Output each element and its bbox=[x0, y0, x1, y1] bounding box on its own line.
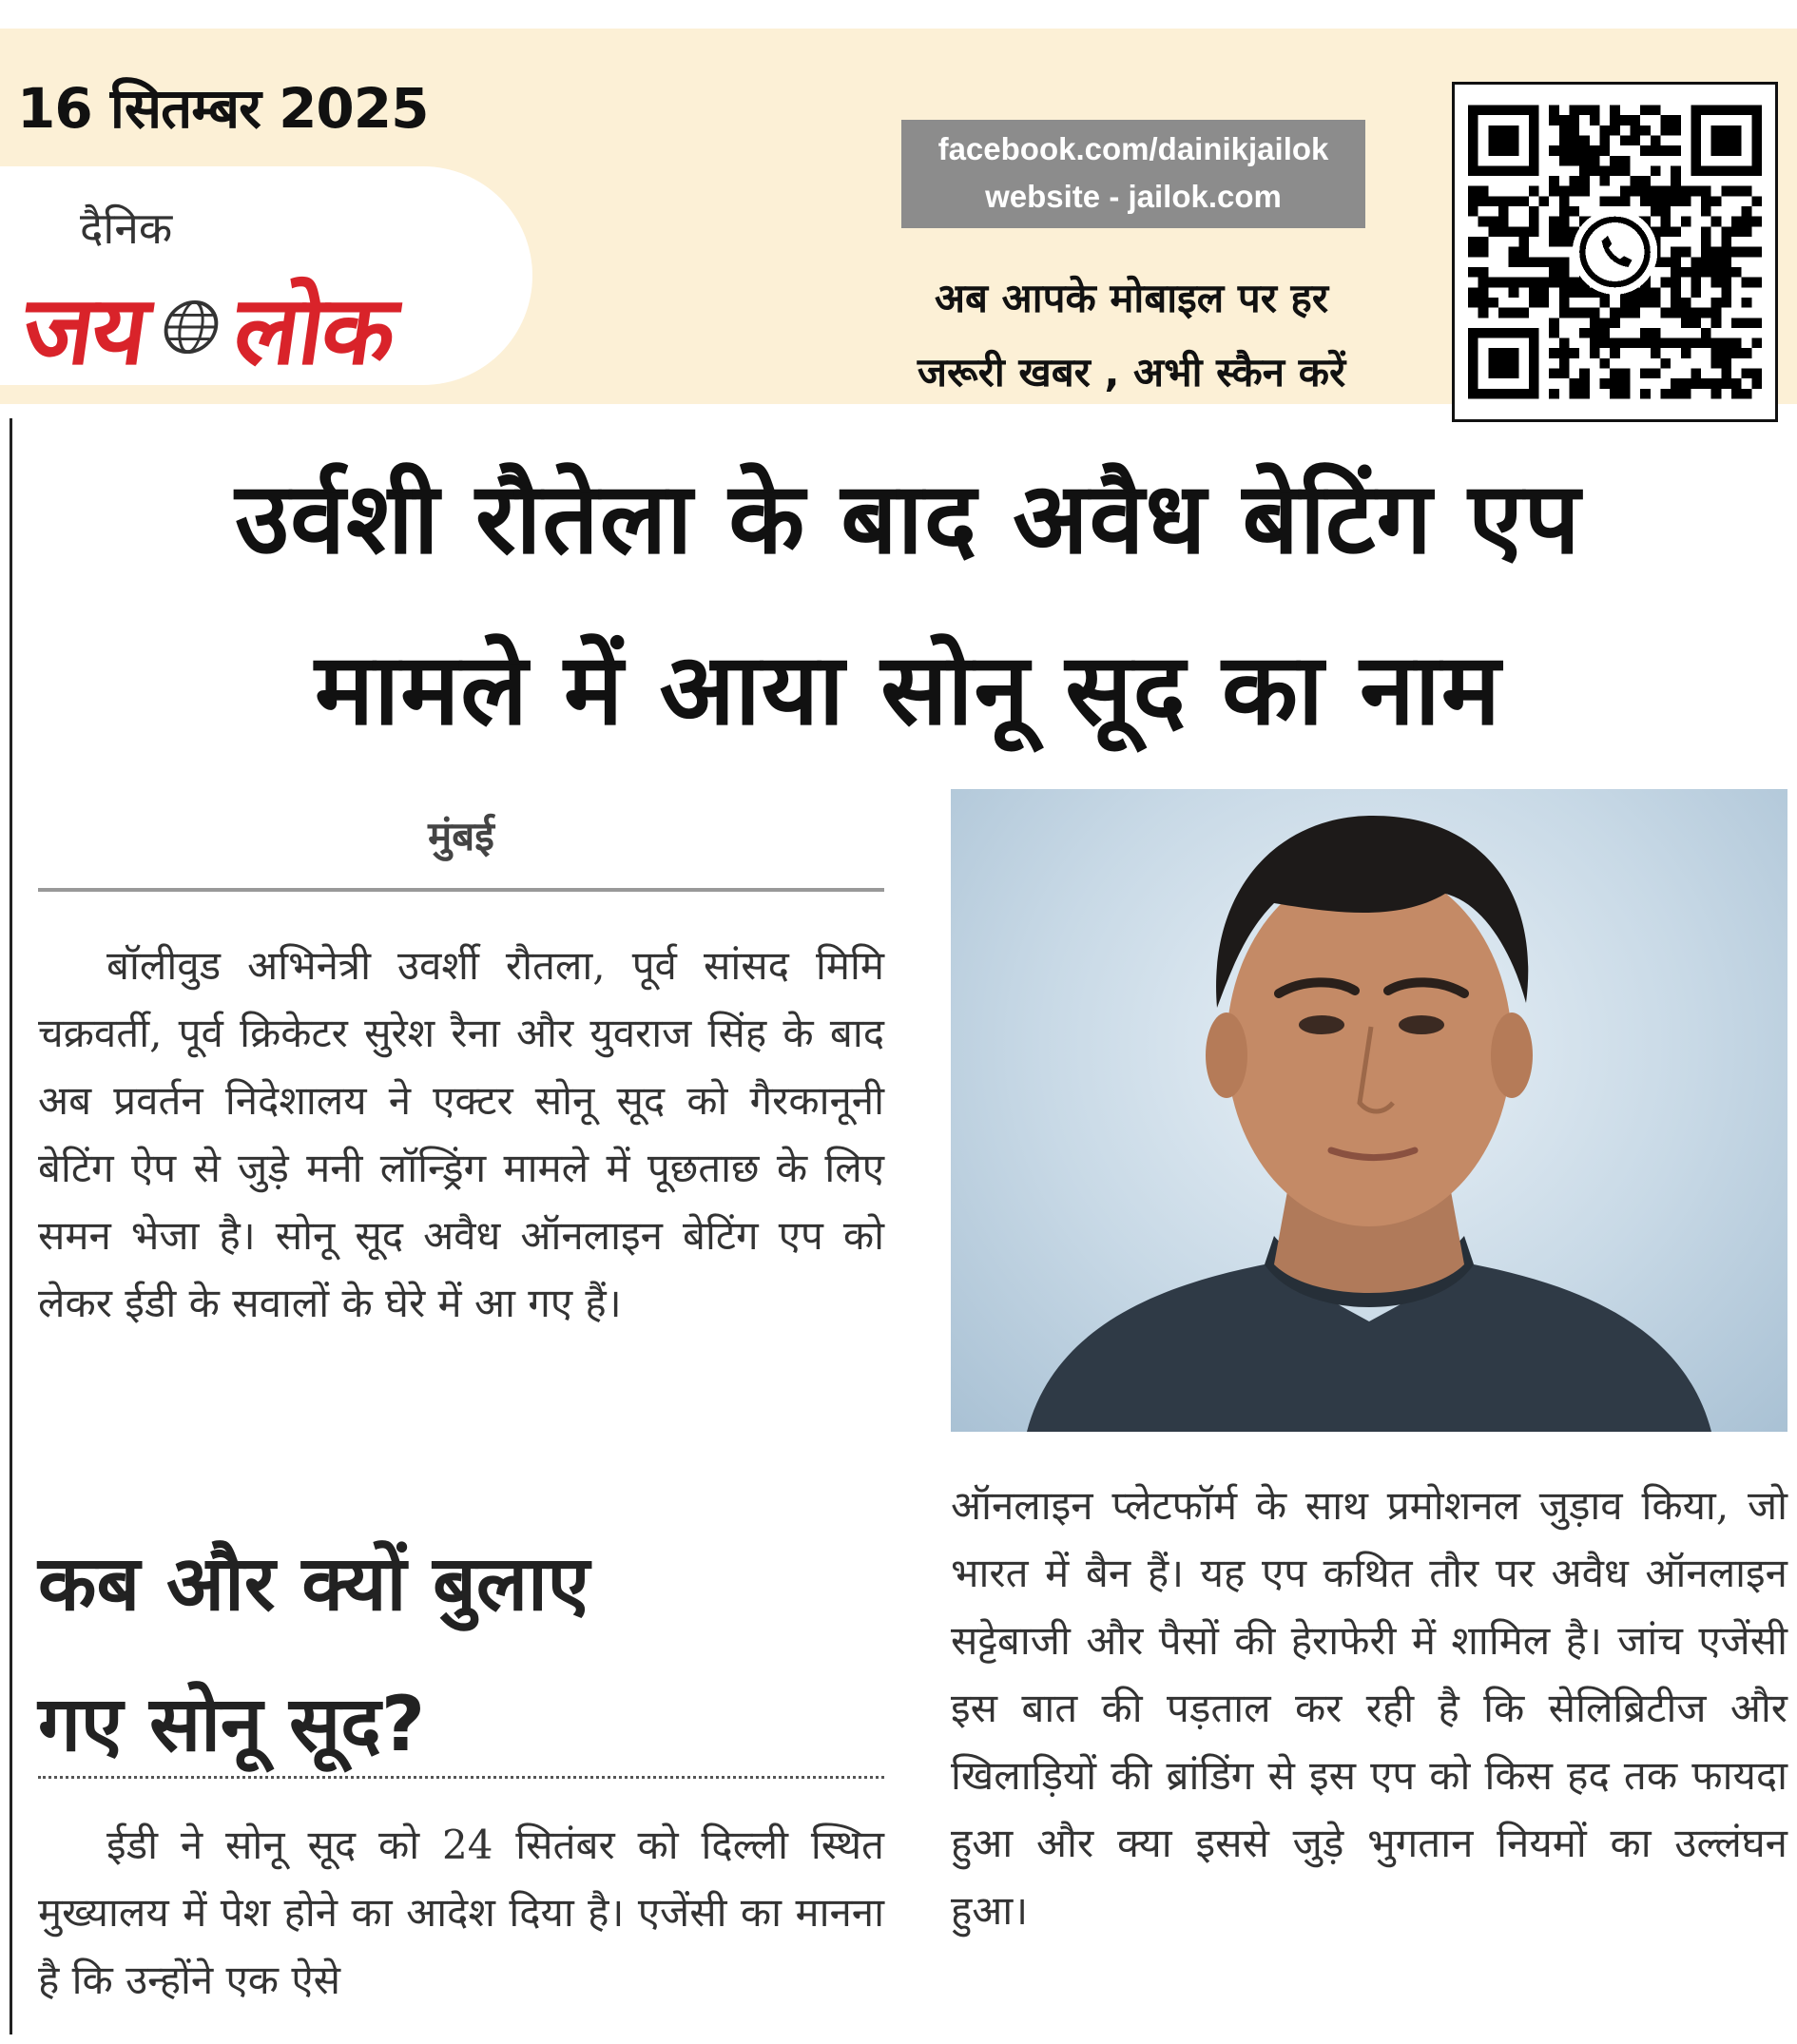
newspaper-logo bbox=[15, 262, 403, 392]
scan-prompt-line1: अब आपके मोबाइल पर हर bbox=[934, 275, 1329, 321]
qr-finder-square bbox=[1691, 106, 1762, 177]
headline-line-1: उर्वशी रौतेला के बाद अवैध बेटिंग एप bbox=[235, 460, 1581, 576]
column-divider bbox=[10, 418, 12, 2034]
globe-icon bbox=[160, 299, 222, 355]
qr-code-pattern bbox=[1468, 98, 1762, 406]
issue-date: 16 सितम्बर 2025 bbox=[17, 76, 429, 141]
dotted-divider bbox=[38, 1776, 884, 1779]
social-links-box bbox=[901, 120, 1365, 228]
sub-heading bbox=[38, 1514, 884, 1795]
logo-word-right: लोक bbox=[227, 275, 402, 386]
sub-heading-line-1: कब और क्यों बुलाए bbox=[38, 1539, 590, 1628]
facebook-link[interactable]: facebook.com/dainikjailok bbox=[937, 131, 1329, 166]
article-headline bbox=[29, 433, 1787, 775]
qr-finder-square bbox=[1468, 328, 1539, 399]
logo-dainik-text: दैनिक bbox=[80, 202, 173, 254]
qr-code[interactable] bbox=[1452, 82, 1778, 422]
article-photo bbox=[951, 789, 1787, 1432]
sub-heading-line-2: गए सोनू सूद? bbox=[38, 1680, 426, 1768]
article-paragraph-3: ऑनलाइन प्लेटफॉर्म के साथ प्रमोशनल जुड़ाव किया, जो भारत में बैन हैं। यह एप कथित तौर पर अवैध ऑनलाइन सट्टेबाजी और पैसों की हेराफेरी में शामिल है। जांच एजेंसी इस बात की पड़ताल कर रही है कि सेलिब्रिटीज और खिलाड़ियों की ब्रांडिंग से इस एप को किस हद तक फायदा हुआ और क्या इससे जुड़े भुगतान नियमों का उल्लंघन हुआ। bbox=[951, 1482, 1787, 1934]
website-link[interactable]: website - jailok.com bbox=[985, 179, 1282, 214]
dateline-rule bbox=[38, 888, 884, 892]
masthead-band bbox=[0, 29, 1797, 404]
article-paragraph-2: ईडी ने सोनू सूद को 24 सितंबर को दिल्ली स्थित मुख्यालय में पेश होने का आदेश दिया है। एजेंसी का मानना है कि उन्होंने एक ऐसे bbox=[38, 1822, 884, 2003]
scan-prompt-line2: जरूरी खबर , अभी स्कैन करें bbox=[917, 349, 1346, 395]
dateline-city: मुंबई bbox=[428, 813, 494, 859]
scan-prompt bbox=[837, 261, 1426, 410]
article-paragraph-1: बॉलीवुड अभिनेत्री उवर्शी रौतला, पूर्व सांसद मिमि चक्रवर्ती, पूर्व क्रिकेटर सुरेश रैना और युवराज सिंह के बाद अब प्रवर्तन निदेशालय ने एक्टर सोनू सूद को गैरकानूनी बेटिंग ऐप से जुड़े मनी लॉन्ड्रिंग मामले में पूछताछ के लिए समन भेजा है। सोनू सूद अवैध ऑनलाइन बेटिंग एप को लेकर ईडी के सवालों के घेरे में आ गए हैं। bbox=[38, 942, 884, 1326]
logo-word-left: जय bbox=[16, 275, 154, 386]
portrait-illustration bbox=[951, 789, 1787, 1432]
whatsapp-icon bbox=[1573, 209, 1658, 295]
qr-finder-square bbox=[1468, 106, 1539, 177]
headline-line-2: मामले में आया सोनू सूद का नाम bbox=[315, 631, 1501, 747]
